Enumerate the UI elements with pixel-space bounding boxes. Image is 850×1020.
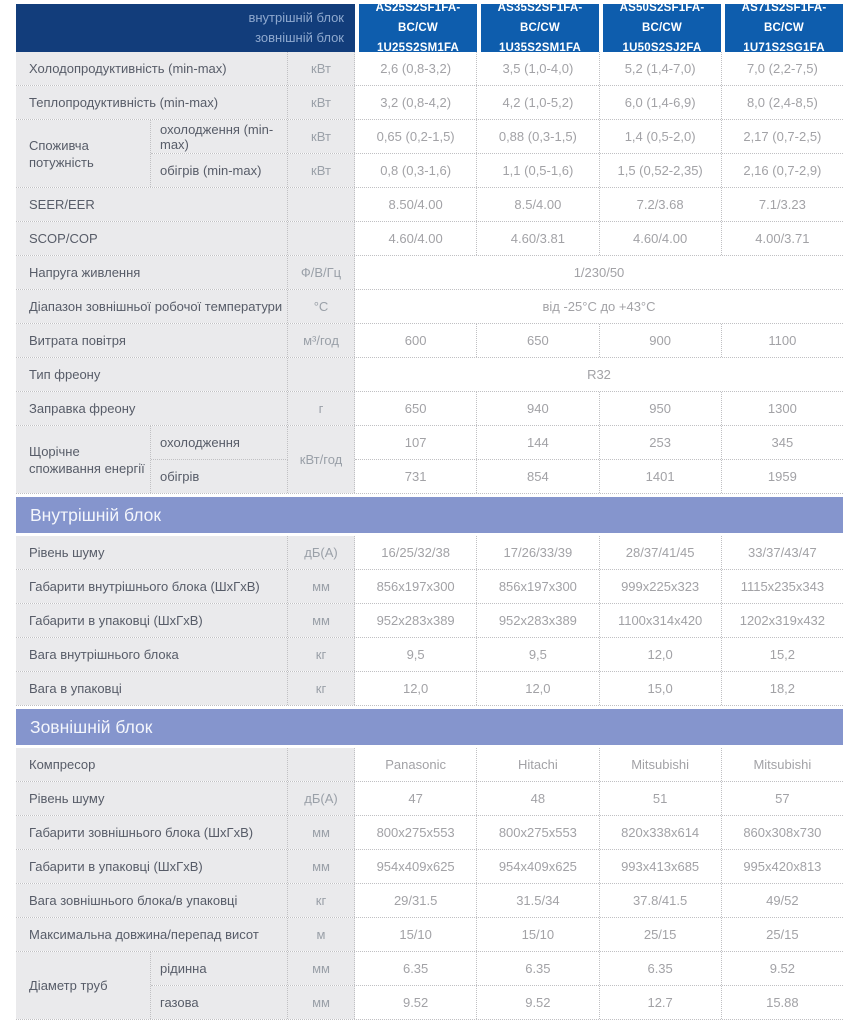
value-cell: 1,4 (0,5-2,0) [600, 120, 722, 153]
unit-cell: мм [288, 816, 355, 849]
value-cell: 8,0 (2,4-8,5) [746, 95, 818, 110]
value-cell: 37.8/41.5 [600, 884, 722, 917]
spec-row [16, 850, 843, 884]
unit-cell [288, 358, 355, 391]
value-cell: 12,0 [355, 672, 477, 705]
value-cell: 8.5/4.00 [477, 188, 599, 221]
row-label: Вага зовнішнього блока/в упаковці [16, 884, 288, 917]
value-cell: 15,0 [600, 672, 722, 705]
value-cell: Mitsubishi [753, 757, 812, 772]
sub-label: охолодження [151, 426, 288, 460]
spec-row [16, 884, 843, 918]
unit-cell: мм [288, 850, 355, 883]
indoor-model-name: AS35S2SF1FA-BC/CW [497, 2, 583, 34]
value-cell: 57 [775, 791, 790, 806]
outdoor-model-name: 1U25S2SM1FA [376, 42, 460, 54]
outdoor-model-name: 1U50S2SJ2FA [622, 42, 702, 54]
outdoor-model-name: 1U35S2SM1FA [498, 42, 582, 54]
spec-row [16, 918, 843, 952]
sub-row [151, 952, 843, 986]
value-cell: 9.52 [769, 961, 796, 976]
unit-cell [288, 188, 355, 221]
value-cell: 2,17 (0,7-2,5) [743, 129, 822, 144]
value-cell: Mitsubishi [600, 748, 722, 781]
unit-cell: мм [288, 570, 355, 603]
value-cell: 4,2 (1,0-5,2) [477, 86, 599, 119]
value-cell: 1959 [767, 469, 797, 484]
value-cell: 17/26/33/39 [477, 536, 599, 569]
value-cell: 940 [477, 392, 599, 425]
value-cell: 0,88 (0,3-1,5) [477, 120, 599, 153]
value-cell: 25/15 [600, 918, 722, 951]
sub-label: газова [151, 986, 288, 1019]
row-label: Максимальна довжина/перепад висот [16, 918, 288, 951]
merged-value-cell: 1/230/50 [573, 265, 625, 280]
spec-row [16, 358, 843, 392]
value-cell: 4.60/4.00 [600, 222, 722, 255]
value-cell: 1,1 (0,5-1,6) [477, 154, 599, 187]
table-body [16, 52, 843, 1020]
value-cell: 6.35 [477, 952, 599, 985]
value-cell: 0,65 (0,2-1,5) [355, 120, 477, 153]
value-cell: 950 [600, 392, 722, 425]
value-cell: 954x409x625 [355, 850, 477, 883]
value-cell: 600 [355, 324, 477, 357]
row-label: Компресор [16, 748, 288, 781]
value-cell: 2,16 (0,7-2,9) [743, 163, 822, 178]
spec-row [16, 86, 843, 120]
spec-row [16, 952, 843, 1020]
row-label: SEER/EER [16, 188, 288, 221]
value-cell: 650 [355, 392, 477, 425]
unit-cell: мм [288, 952, 355, 985]
unit-cell: кВт [288, 86, 355, 119]
section-header: Внутрішній блок [16, 497, 843, 533]
value-cell: 29/31.5 [355, 884, 477, 917]
value-cell: 952x283x389 [355, 604, 477, 637]
unit-cell: м [288, 918, 355, 951]
unit-cell: кг [288, 638, 355, 671]
group-label: Споживча потужність [16, 120, 151, 187]
value-cell: 4.00/3.71 [755, 231, 810, 246]
row-label: Вага в упаковці [16, 672, 288, 705]
row-label: Тип фреону [16, 358, 288, 391]
value-cell: 12,0 [477, 672, 599, 705]
row-label: Вага внутрішнього блока [16, 638, 288, 671]
value-cell: 820x338x614 [600, 816, 722, 849]
value-cell: 6,0 (1,4-6,9) [600, 86, 722, 119]
value-cell: 993x413x685 [600, 850, 722, 883]
value-cell: Hitachi [477, 748, 599, 781]
spec-row [16, 290, 843, 324]
value-cell: 3,5 (1,0-4,0) [477, 52, 599, 85]
row-label: Холодопродуктивність (min-max) [16, 52, 288, 85]
spec-row [16, 672, 843, 706]
unit-cell: дБ(А) [288, 782, 355, 815]
unit-cell: мм [288, 604, 355, 637]
value-cell: 49/52 [766, 893, 799, 908]
model-header-1 [359, 4, 477, 52]
value-cell: 854 [477, 460, 599, 493]
unit-cell: кг [288, 884, 355, 917]
group-label: Щорічне споживання енергії [16, 426, 151, 493]
value-cell: 954x409x625 [477, 850, 599, 883]
section-header: Зовнішній блок [16, 709, 843, 745]
sub-label: обігрів [151, 460, 288, 493]
value-cell: 1300 [767, 401, 797, 416]
value-cell: 5,2 (1,4-7,0) [600, 52, 722, 85]
spec-row [16, 816, 843, 850]
row-label: Напруга живлення [16, 256, 288, 289]
value-cell: 253 [600, 426, 722, 459]
unit-cell: кВт [288, 154, 355, 187]
spec-row [16, 188, 843, 222]
value-cell: 1,5 (0,52-2,35) [600, 154, 722, 187]
value-cell: 12,0 [600, 638, 722, 671]
value-cell: 4.60/4.00 [355, 222, 477, 255]
spec-row [16, 324, 843, 358]
row-label: Заправка фреону [16, 392, 288, 425]
indoor-model-name: AS50S2SF1FA-BC/CW [619, 2, 705, 34]
row-label: Габарити в упаковці (ШхГхВ) [16, 604, 288, 637]
value-cell: 1100x314x420 [600, 604, 722, 637]
unit-cell [288, 748, 355, 781]
value-cell: Panasonic [355, 748, 477, 781]
value-cell: 1100 [768, 333, 797, 348]
value-cell: 31.5/34 [477, 884, 599, 917]
value-cell: 15,2 [769, 647, 796, 662]
unit-cell: кг [288, 672, 355, 705]
spec-row [16, 392, 843, 426]
model-header-2 [481, 4, 599, 52]
value-cell: 6.35 [355, 952, 477, 985]
value-cell: 731 [355, 460, 477, 493]
value-cell: 345 [771, 435, 794, 450]
table-header [16, 4, 843, 52]
outdoor-model-name: 1U71S2SG1FA [743, 42, 825, 54]
value-cell: 25/15 [766, 927, 799, 942]
value-cell: 1202x319x432 [739, 613, 826, 628]
value-cell: 7.1/3.23 [758, 197, 806, 212]
unit-cell: мм [288, 986, 355, 1019]
unit-cell: кВт [288, 120, 355, 153]
row-label: Діапазон зовнішньої робочої температури [16, 290, 288, 323]
value-cell: 9,5 [355, 638, 477, 671]
value-cell: 9.52 [355, 986, 477, 1019]
value-cell: 860x308x730 [743, 825, 822, 840]
value-column [355, 426, 843, 493]
sub-row [151, 120, 843, 154]
value-cell: 7.2/3.68 [600, 188, 722, 221]
row-label: Габарити внутрішнього блока (ШхГхВ) [16, 570, 288, 603]
value-cell: 1115x235x343 [740, 579, 825, 594]
sub-label: охолодження (min-max) [151, 120, 288, 153]
spec-row [16, 782, 843, 816]
value-cell: 900 [600, 324, 722, 357]
merged-value-cell: R32 [587, 367, 611, 382]
value-cell: 995x420x813 [743, 859, 822, 874]
spec-row [16, 426, 843, 494]
merged-value-cell: від -25°С до +43°С [542, 299, 656, 314]
header-outdoor-label: зовнішній блок [255, 30, 344, 45]
value-cell: 12.7 [600, 986, 722, 1019]
indoor-model-name: AS25S2SF1FA-BC/CW [375, 2, 461, 34]
row-label: Витрата повітря [16, 324, 288, 357]
unit-cell: м³/год [288, 324, 355, 357]
value-cell: 7,0 (2,2-7,5) [746, 61, 818, 76]
value-cell: 856x197x300 [355, 570, 477, 603]
row-label: Теплопродуктивність (min-max) [16, 86, 288, 119]
unit-cell: кВт [288, 52, 355, 85]
unit-cell: Ф/В/Гц [288, 256, 355, 289]
spec-row [16, 748, 843, 782]
header-label-block [16, 4, 355, 52]
header-indoor-label: внутрішній блок [248, 10, 344, 25]
unit-cell: дБ(А) [288, 536, 355, 569]
spec-row [16, 604, 843, 638]
value-cell: 16/25/32/38 [355, 536, 477, 569]
unit-cell [288, 222, 355, 255]
value-cell: 47 [355, 782, 477, 815]
value-cell: 15.88 [766, 995, 799, 1010]
unit-cell: г [288, 392, 355, 425]
sub-label: рідинна [151, 952, 288, 985]
row-label: SCOP/COP [16, 222, 288, 255]
spec-row [16, 120, 843, 188]
value-cell: 650 [477, 324, 599, 357]
spec-row [16, 638, 843, 672]
value-cell: 2,6 (0,8-3,2) [355, 52, 477, 85]
model-header-3 [603, 4, 721, 52]
value-cell: 8.50/4.00 [355, 188, 477, 221]
value-cell: 144 [477, 426, 599, 459]
sublabel-column [151, 426, 288, 493]
value-cell: 6.35 [600, 952, 722, 985]
sub-label: обігрів (min-max) [151, 154, 288, 187]
value-cell: 107 [355, 426, 477, 459]
value-cell: 28/37/41/45 [600, 536, 722, 569]
row-label: Габарити зовнішнього блока (ШхГхВ) [16, 816, 288, 849]
spec-row [16, 256, 843, 290]
row-label: Габарити в упаковці (ШхГхВ) [16, 850, 288, 883]
value-row [355, 426, 843, 460]
unit-cell: кВт/год [288, 426, 355, 493]
value-cell: 952x283x389 [477, 604, 599, 637]
value-cell: 48 [477, 782, 599, 815]
value-cell: 33/37/43/47 [748, 545, 817, 560]
value-cell: 800x275x553 [355, 816, 477, 849]
sub-rows [151, 120, 843, 187]
value-cell: 0,8 (0,3-1,6) [355, 154, 477, 187]
spec-table [16, 4, 843, 1020]
value-cell: 800x275x553 [477, 816, 599, 849]
value-cell: 3,2 (0,8-4,2) [355, 86, 477, 119]
model-header-4 [725, 4, 843, 52]
spec-row [16, 570, 843, 604]
value-cell: 4.60/3.81 [477, 222, 599, 255]
sub-rows [151, 952, 843, 1019]
value-cell: 51 [600, 782, 722, 815]
value-cell: 18,2 [769, 681, 796, 696]
value-row [355, 460, 843, 493]
value-cell: 856x197x300 [477, 570, 599, 603]
spec-row [16, 536, 843, 570]
row-label: Рівень шуму [16, 536, 288, 569]
value-cell: 15/10 [477, 918, 599, 951]
row-label: Рівень шуму [16, 782, 288, 815]
unit-cell: °С [288, 290, 355, 323]
value-cell: 999x225x323 [600, 570, 722, 603]
value-cell: 1401 [600, 460, 722, 493]
value-cell: 15/10 [355, 918, 477, 951]
sub-row [151, 154, 843, 187]
spec-row [16, 52, 843, 86]
indoor-model-name: AS71S2SF1FA-BC/CW [741, 2, 827, 34]
value-cell: 9,5 [477, 638, 599, 671]
spec-row [16, 222, 843, 256]
group-label: Діаметр труб [16, 952, 151, 1019]
sub-row [151, 986, 843, 1019]
value-cell: 9.52 [477, 986, 599, 1019]
